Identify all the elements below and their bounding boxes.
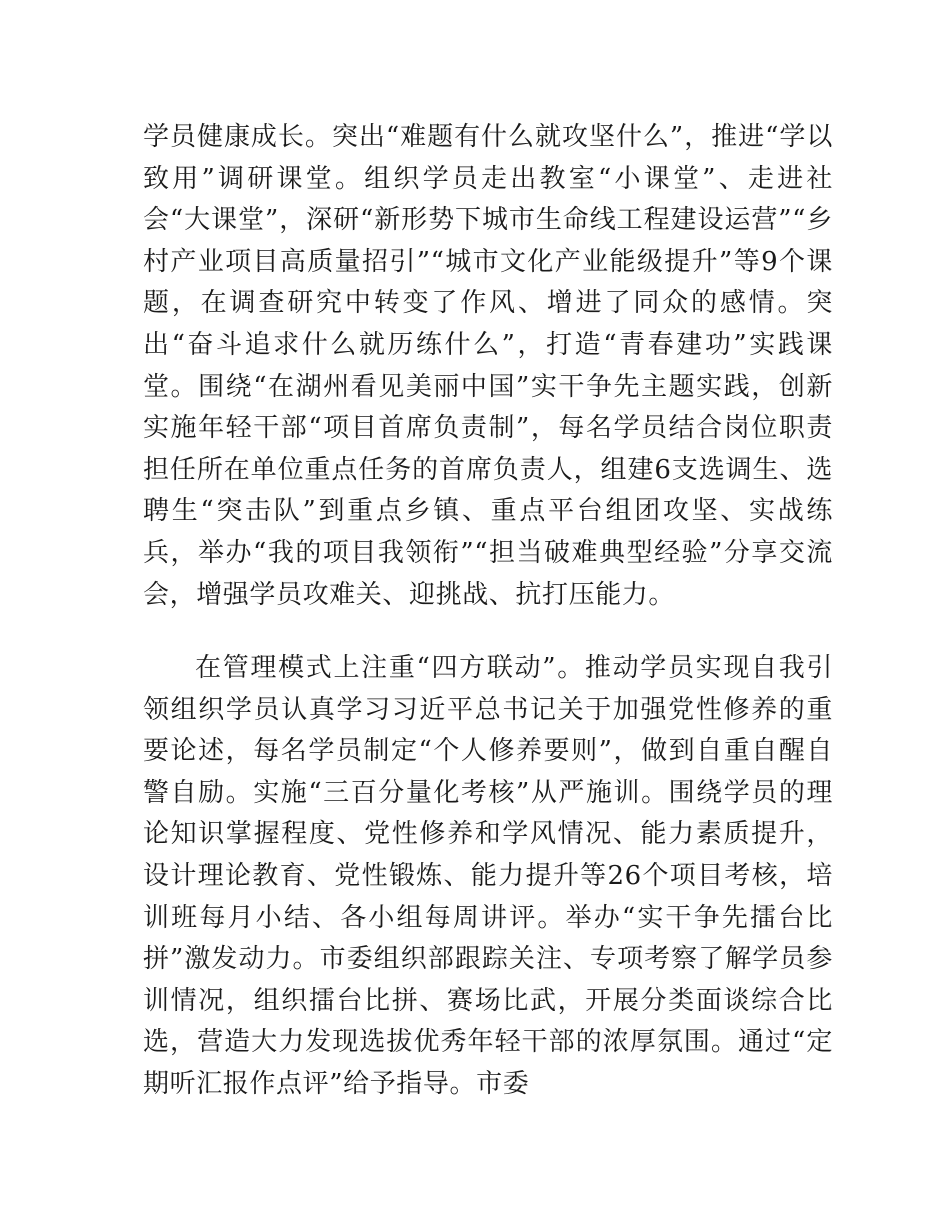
body-paragraph-2: 在管理模式上注重“四方联动”。推动学员实现自我引领组织学员认真学习习近平总书记关于加强党性修养的重要论述，每名学员制定“个人修养要则”，做到自重自醒自警自励。实施“三百分量化考核”从严施训。围绕学员的理论知识掌握程度、党性修养和学风情况、能力素质提升，设计理论教育、党性锻炼、能力提升等26个项目考核，培训班每月小结、各小组每周讲评。举办“实干争先擂台比拼”激发动力。市委组织部跟踪关注、专项考察了解学员参训情况，组织擂台比拼、赛场比武，开展分类面谈综合比选，营造大力发现选拔优秀年轻干部的浓厚氛围。通过“定期听汇报作点评”给予指导。市委 bbox=[143, 653, 834, 1099]
body-paragraph-1: 学员健康成长。突出“难题有什么就攻坚什么”，推进“学以致用”调研课堂。组织学员走出教室“小课堂”、走进社会“大课堂”，深研“新形势下城市生命线工程建设运营”“乡村产业项目高质量招引”“城市文化产业能级提升”等9个课题，在调查研究中转变了作风、增进了同众的感情。突出“奋斗追求什么就历练什么”，打造“青春建功”实践课堂。围绕“在湖州看见美丽中国”实干争先主题实践，创新实施年轻干部“项目首席负责制”，每名学员结合岗位职责担任所在单位重点任务的首席负责人，组建6支选调生、选聘生“突击队”到重点乡镇、重点平台组团攻坚、实战练兵，举办“我的项目我领衔”“担当破难典型经验”分享交流会，增强学员攻难关、迎挑战、抗打压能力。 bbox=[143, 122, 833, 610]
